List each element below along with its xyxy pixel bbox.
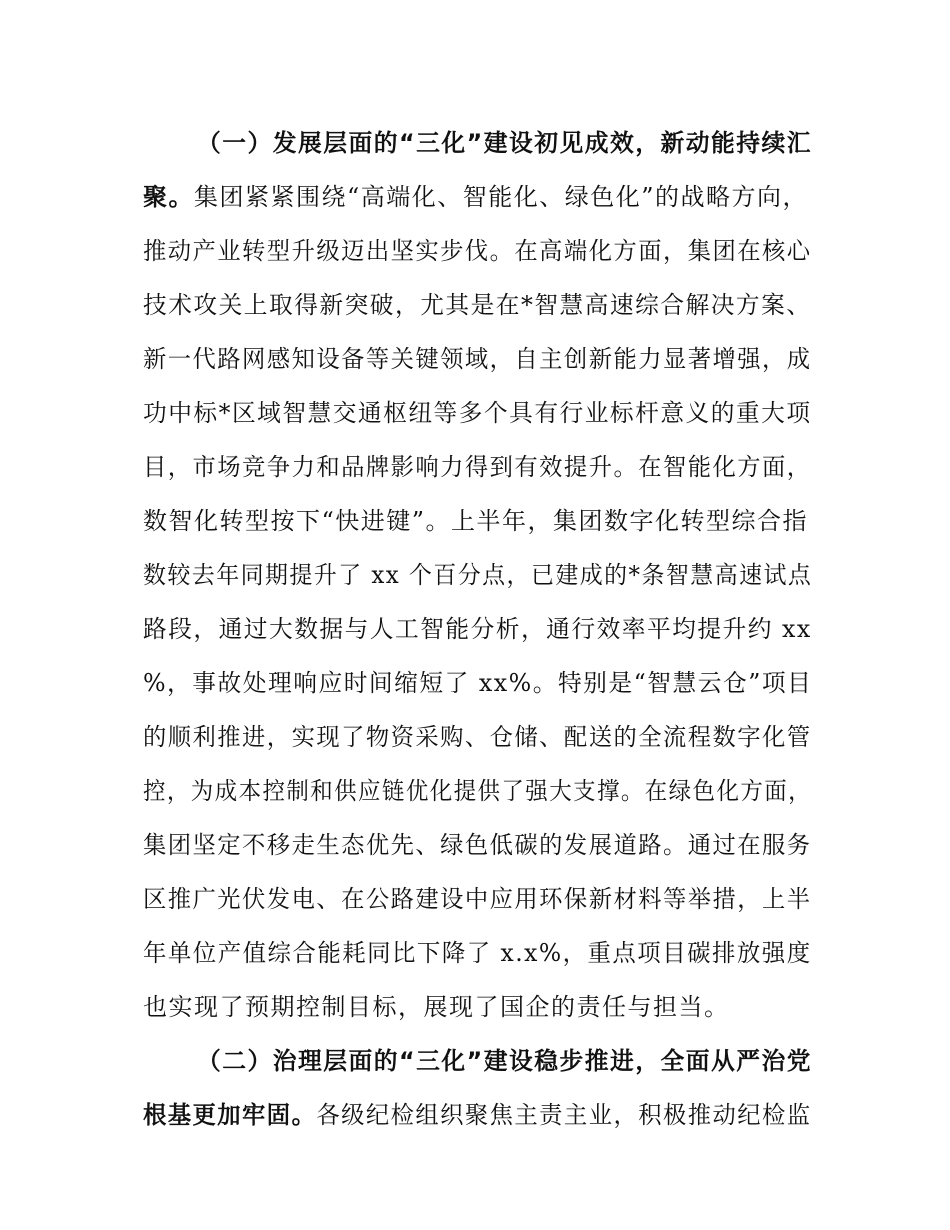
section1-line-16: 也实现了预期控制目标，展现了国企的责任与担当。: [143, 993, 730, 1021]
section1-line-6: 目，市场竞争力和品牌影响力得到有效提升。在智能化方面，: [143, 453, 812, 481]
section2-heading-end: 根基更加牢固。: [143, 1101, 317, 1129]
section2-line-1: [143, 1099, 812, 1131]
section1-line-3: 技术攻关上取得新突破，尤其是在*智慧高速综合解决方案、: [143, 291, 812, 319]
section2-line-1-text: 各级纪检组织聚焦主责主业，积极推动纪检监: [316, 1101, 812, 1129]
section1-line-5: 功中标*区域智慧交通枢纽等多个具有行业标杆意义的重大项: [143, 399, 812, 427]
section1-line-14: 区推广光伏发电、在公路建设中应用环保新材料等举措，上半: [143, 885, 812, 913]
section1-line-9: 路段，通过大数据与人工智能分析，通行效率平均提升约 xx: [143, 615, 812, 643]
section2-heading: （二）治理层面的“三化”建设稳步推进，全面从严治党: [197, 1047, 813, 1075]
section1-heading: （一）发展层面的“三化”建设初见成效，新动能持续汇: [197, 129, 813, 157]
section1-line-1-text: 集团紧紧围绕“高端化、智能化、绿色化”的战略方向，: [194, 183, 809, 211]
section1-heading-end: 聚。: [143, 183, 194, 211]
section1-line-2: 推动产业转型升级迈出坚实步伐。在高端化方面，集团在核心: [143, 237, 812, 265]
section1-line-8: 数较去年同期提升了 xx 个百分点，已建成的*条智慧高速试点: [143, 561, 813, 589]
section1-line-4: 新一代路网感知设备等关键领域，自主创新能力显著增强，成: [143, 345, 812, 373]
section1-line-1: [143, 181, 808, 213]
section1-line-7: 数智化转型按下“快进键”。上半年，集团数字化转型综合指: [143, 507, 809, 535]
section1-line-11: 的顺利推进，实现了物资采购、仓储、配送的全流程数字化管: [143, 723, 812, 751]
section1-line-10: %，事故处理响应时间缩短了 xx%。特别是“智慧云仓”项目: [143, 669, 813, 697]
section1-line-15: 年单位产值综合能耗同比下降了 x.x%，重点项目碳排放强度: [143, 939, 812, 967]
section1-line-12: 控，为成本控制和供应链优化提供了强大支撑。在绿色化方面，: [143, 777, 813, 805]
section1-line-13: 集团坚定不移走生态优先、绿色低碳的发展道路。通过在服务: [143, 831, 812, 859]
